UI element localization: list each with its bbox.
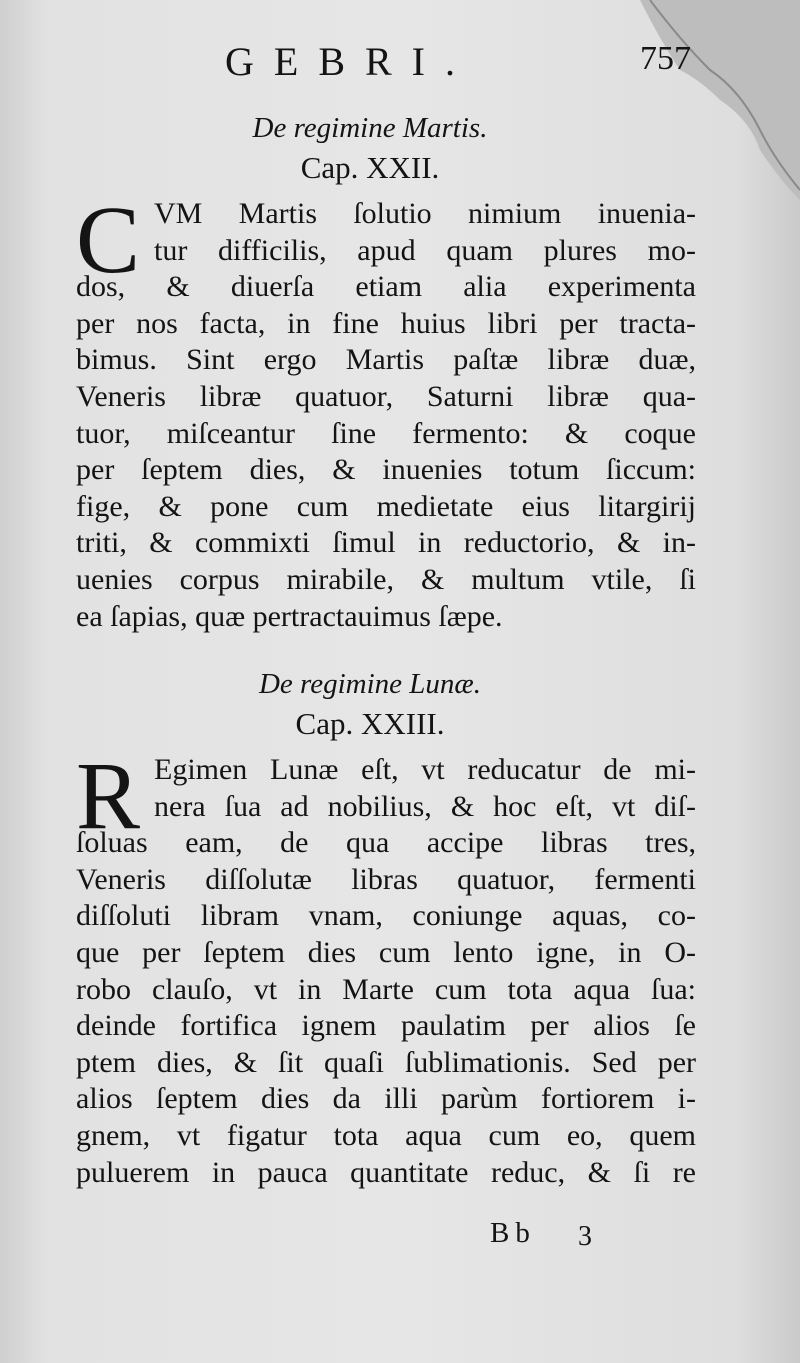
chapter-22-cap: Cap. XXII.	[300, 150, 440, 185]
text-line: que per ſeptem dies cum lento igne, in O-	[76, 935, 696, 969]
signature-number: 3	[578, 1221, 592, 1252]
text-line: per ſeptem dies, & inuenies totum ſiccum:	[76, 453, 696, 487]
text-line: deinde fortifica ignem paulatim per alios ſe	[76, 1009, 696, 1043]
text-line: bimus. Sint ergo Martis paſtæ libræ duæ,	[76, 343, 696, 377]
chapter-22-title: De regimine Martis.	[252, 112, 488, 144]
text-line: ptem dies, & ſit quaſi ſublimationis. Sed per	[76, 1045, 696, 1079]
chapter-23-cap: Cap. XXIII.	[295, 706, 445, 741]
text-line: nera ſua ad nobilius, & hoc eſt, vt diſ-	[154, 789, 696, 823]
text-line: Egimen Lunæ eſt, vt reducatur de mi-	[154, 753, 696, 786]
text-line: ea ſapias, quæ pertractauimus ſæpe.	[76, 599, 503, 633]
text-line: puluerem in pauca quantitate reduc, & ſi re	[76, 1155, 696, 1189]
chapter-23-body	[76, 742, 696, 1191]
text-line: gnem, vt figatur tota aqua cum eo, quem	[76, 1118, 696, 1152]
text-line: Veneris libræ quatuor, Saturni libræ qua-	[76, 379, 696, 413]
chapter-22-dropcap: C	[76, 186, 141, 293]
signature-mark: Bb	[490, 1217, 536, 1249]
running-title: GEBRI.	[225, 39, 475, 84]
page-number: 757	[640, 40, 691, 77]
text-line: ſoluas eam, de qua accipe libras tres,	[76, 826, 696, 860]
text-line: fige, & pone cum medietate eius litargirij	[76, 489, 696, 523]
page-header	[0, 30, 800, 100]
text-line: uenies corpus mirabile, & multum vtile, ſi	[76, 562, 696, 596]
text-line: VM Martis ſolutio nimium inuenia-	[154, 197, 696, 230]
chapter-23-title: De regimine Lunæ.	[258, 668, 482, 700]
chapter-22-body	[76, 186, 696, 635]
text-line: robo clauſo, vt in Marte cum tota aqua ſua:	[76, 972, 696, 1006]
chapter-23-dropcap: R	[76, 742, 141, 849]
text-line: dos, & diuerſa etiam alia experimenta	[76, 270, 696, 304]
text-line: triti, & commixti ſimul in reductorio, & in-	[76, 526, 696, 560]
text-line: alios ſeptem dies da illi parùm fortiorem i-	[76, 1082, 696, 1116]
text-line: Veneris diſſolutæ libras quatuor, fermenti	[76, 862, 696, 896]
text-line: tuor, miſceantur ſine fermento: & coque	[76, 416, 696, 450]
text-line: tur difficilis, apud quam plures mo-	[154, 233, 696, 267]
text-line: per nos facta, in fine huius libri per tracta-	[76, 306, 696, 340]
text-line: diſſoluti libram vnam, coniunge aquas, co-	[76, 899, 696, 933]
